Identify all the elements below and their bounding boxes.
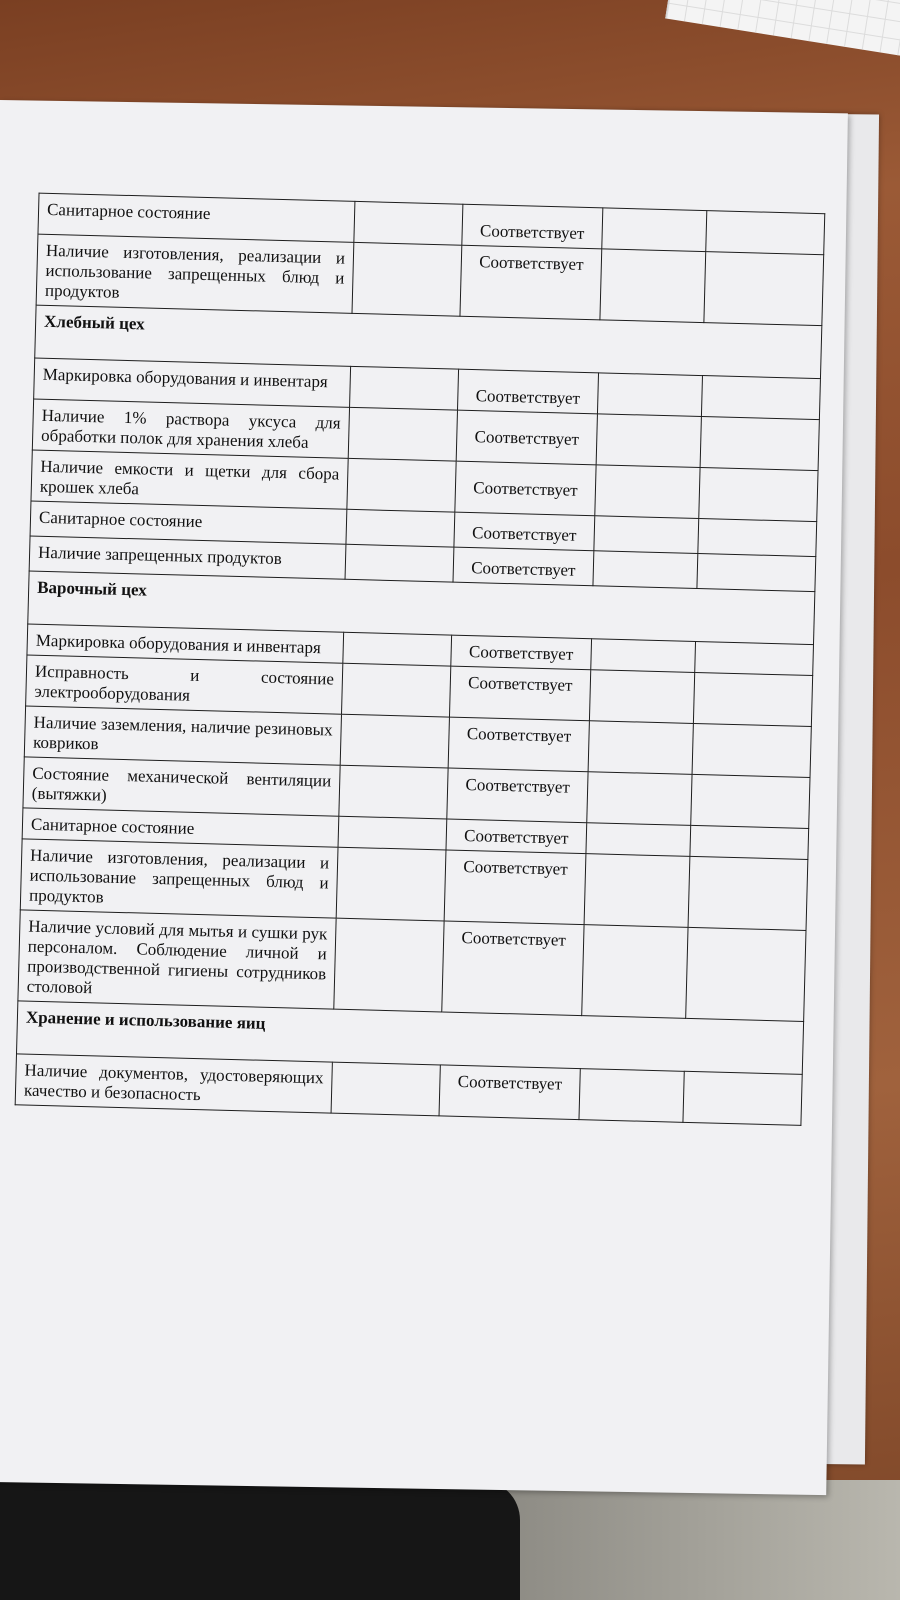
item-name: Наличие емкости и щетки для сбора крошек хлеба <box>31 450 348 509</box>
empty-cell <box>686 927 806 1021</box>
item-status: Соответствует <box>455 461 596 516</box>
item-status: Соответствует <box>444 850 586 925</box>
item-status: Соответствует <box>453 547 594 586</box>
item-name: Наличие изготовления, реализации и использование запрещенных блюд и продуктов <box>20 839 338 918</box>
empty-cell <box>582 925 688 1019</box>
empty-cell <box>706 211 825 255</box>
item-status: Соответствует <box>447 768 588 823</box>
empty-cell <box>334 918 444 1012</box>
empty-cell <box>692 723 811 777</box>
item-name: Наличие запрещенных продуктов <box>29 536 346 579</box>
item-name: Маркировка оборудования и инвентаря <box>34 358 351 407</box>
empty-cell <box>347 458 456 512</box>
empty-cell <box>586 823 691 857</box>
section-title: Хлебный цех <box>35 305 822 379</box>
item-status: Соответствует <box>460 245 602 320</box>
empty-cell <box>352 242 462 316</box>
item-name: Состояние механической вентиляции (вытяжки) <box>23 757 340 816</box>
item-status: Соответствует <box>451 635 592 670</box>
empty-cell <box>700 417 819 471</box>
empty-cell <box>683 1071 802 1125</box>
empty-cell <box>699 468 818 522</box>
empty-cell <box>584 854 690 928</box>
empty-cell <box>354 201 463 245</box>
empty-cell <box>348 407 457 461</box>
empty-cell <box>704 252 824 326</box>
empty-cell <box>341 663 450 717</box>
paper-sheet <box>0 100 848 1495</box>
empty-cell <box>587 772 692 826</box>
item-name: Наличие заземления, наличие резиновых ковриков <box>24 706 341 765</box>
item-name: Наличие условий для мытья и сушки рук персоналом. Соблюдение личной и производственной гигиены сотрудников столовой <box>18 910 336 1009</box>
item-status: Соответствует <box>446 819 587 854</box>
item-status: Соответствует <box>456 410 597 465</box>
item-status: Соответствует <box>449 666 590 721</box>
empty-cell <box>595 465 700 519</box>
empty-cell <box>600 249 706 323</box>
item-name: Исправность и состояние электрооборудования <box>26 655 343 714</box>
empty-cell <box>350 366 459 410</box>
empty-cell <box>698 519 817 557</box>
empty-cell <box>588 721 693 775</box>
empty-cell <box>701 376 820 420</box>
empty-cell <box>340 714 449 768</box>
empty-cell <box>591 639 696 673</box>
item-name: Санитарное состояние <box>38 193 355 242</box>
empty-cell <box>690 825 809 859</box>
item-name: Наличие 1% раствора уксуса для обработки полок для хранения хлеба <box>32 399 349 458</box>
empty-cell <box>695 641 814 675</box>
empty-cell <box>693 672 812 726</box>
item-name: Санитарное состояние <box>22 808 339 847</box>
item-status: Соответствует <box>454 512 595 551</box>
shadow-area <box>0 1480 520 1600</box>
item-status: Соответствует <box>442 921 584 1016</box>
item-name: Наличие документов, удостоверяющих качество и безопасность <box>15 1054 332 1113</box>
checklist-table-wrapper <box>15 193 825 1126</box>
empty-cell <box>697 553 816 591</box>
item-name: Маркировка оборудования и инвентаря <box>27 624 344 663</box>
item-status: Соответствует <box>439 1065 580 1120</box>
empty-cell <box>345 544 454 582</box>
empty-cell <box>343 632 452 666</box>
item-status: Соответствует <box>448 717 589 772</box>
item-status: Соответствует <box>462 204 603 249</box>
empty-cell <box>596 414 701 468</box>
empty-cell <box>589 670 694 724</box>
empty-cell <box>579 1069 684 1123</box>
empty-cell <box>593 551 698 589</box>
empty-cell <box>339 765 448 819</box>
section-title: Хранение и использование яиц <box>16 1001 803 1075</box>
empty-cell <box>688 856 808 930</box>
section-title: Варочный цех <box>28 571 815 645</box>
empty-cell <box>594 516 699 554</box>
empty-cell <box>691 774 810 828</box>
empty-cell <box>336 847 446 921</box>
item-status: Соответствует <box>457 369 598 414</box>
empty-cell <box>346 509 455 547</box>
checklist-table <box>15 193 826 1126</box>
item-name: Санитарное состояние <box>30 501 347 544</box>
empty-cell <box>331 1062 440 1116</box>
empty-cell <box>338 816 447 850</box>
empty-cell <box>597 373 702 417</box>
empty-cell <box>602 208 707 252</box>
item-name: Наличие изготовления, реализации и использование запрещенных блюд и продуктов <box>36 234 354 313</box>
